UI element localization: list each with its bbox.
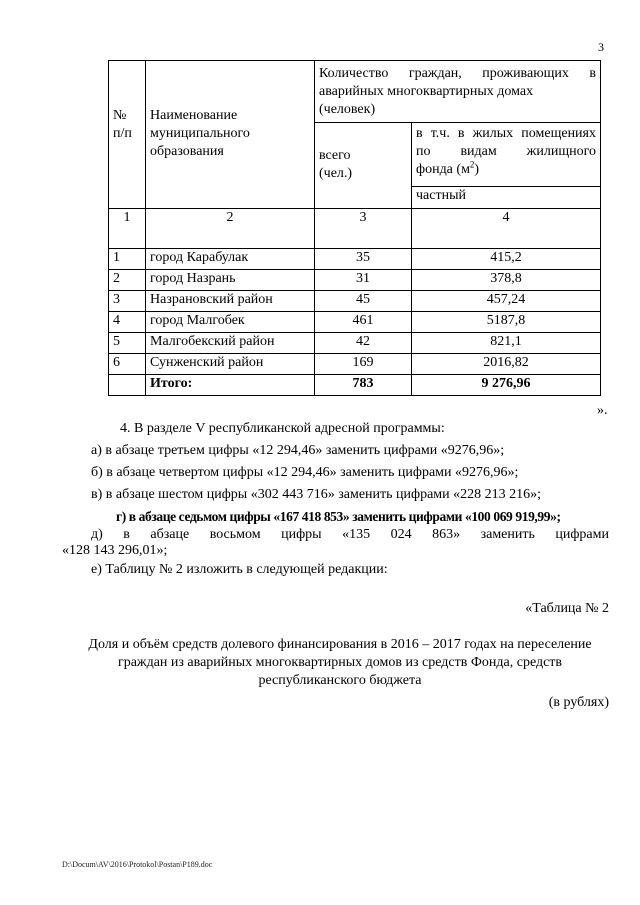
total-row-blank xyxy=(109,375,146,396)
heading-line: республиканского бюджета xyxy=(258,673,422,688)
total-label: Итого: xyxy=(146,375,315,396)
row-total: 461 xyxy=(315,312,412,333)
row-number: 5 xyxy=(109,333,146,354)
incl-header-line: по видам жилищного xyxy=(416,144,596,159)
name-header-line: образования xyxy=(150,144,224,159)
row-total: 45 xyxy=(315,291,412,312)
footer-file-path: D:\Docum\AV\2016\Protokol\Postan\P189.doc xyxy=(62,860,213,869)
row-number: 3 xyxy=(109,291,146,312)
num-header-line: п/п xyxy=(113,126,132,141)
count-header-line: аварийных многоквартирных домах xyxy=(319,84,534,99)
row-name: Назрановский район xyxy=(146,291,315,312)
row-name: Сунженский район xyxy=(146,354,315,375)
item-v: в) в абзаце шестом цифры «302 443 716» заменить цифрами «228 213 216»; xyxy=(91,487,542,502)
total-header xyxy=(315,123,412,209)
row-number: 6 xyxy=(109,354,146,375)
name-header xyxy=(146,61,315,209)
row-number: 1 xyxy=(109,249,146,270)
total-area: 9 276,96 xyxy=(412,375,601,396)
row-area: 2016,82 xyxy=(412,354,601,375)
row-area: 378,8 xyxy=(412,270,601,291)
item-g: г) в абзаце седьмом цифры «167 418 853» заменить цифрами «100 069 919,99»; xyxy=(116,509,561,524)
row-total: 31 xyxy=(315,270,412,291)
table-close-quote: ». xyxy=(597,403,608,418)
heading xyxy=(50,636,630,690)
item-d-line2: «128 143 296,01»; xyxy=(62,543,168,558)
name-header-line: муниципального xyxy=(150,126,250,141)
total-header-line: (чел.) xyxy=(319,166,353,181)
row-name: город Карабулак xyxy=(146,249,315,270)
row-total: 35 xyxy=(315,249,412,270)
row-number: 4 xyxy=(109,312,146,333)
incl-header xyxy=(412,123,601,187)
table-row xyxy=(109,249,601,270)
total-header-line: всего xyxy=(319,148,351,163)
col-number: 2 xyxy=(146,209,315,249)
total-count: 783 xyxy=(315,375,412,396)
num-header xyxy=(109,61,146,209)
private-header: частный xyxy=(412,187,601,209)
row-total: 169 xyxy=(315,354,412,375)
count-header-line: Количество граждан, проживающих в xyxy=(319,66,596,81)
col-number: 1 xyxy=(109,209,146,249)
row-name: город Малгобек xyxy=(146,312,315,333)
name-header-line: Наименование xyxy=(150,108,238,123)
table-row xyxy=(109,270,601,291)
item-a: а) в абзаце третьем цифры «12 294,46» заменить цифрами «9276,96»; xyxy=(91,443,505,458)
heading-line: граждан из аварийных многоквартирных домов из средств Фонда, средств xyxy=(117,655,563,670)
table2-label: «Таблица № 2 xyxy=(525,601,609,616)
item-b: б) в абзаце четвертом цифры «12 294,46» заменить цифрами «9276,96»; xyxy=(91,465,519,480)
count-header-line: (человек) xyxy=(319,102,376,117)
col-number: 4 xyxy=(412,209,601,249)
num-header-line: № xyxy=(113,108,127,123)
row-name: Малгобекский район xyxy=(146,333,315,354)
row-area: 457,24 xyxy=(412,291,601,312)
table-row xyxy=(109,312,601,333)
page-number: 3 xyxy=(598,40,604,54)
total-row xyxy=(109,375,601,396)
item-d-line1: д) в абзаце восьмом цифры «135 024 863» заменить цифрами xyxy=(91,527,609,542)
table-row xyxy=(109,354,601,375)
row-name: город Назрань xyxy=(146,270,315,291)
col-number: 3 xyxy=(315,209,412,249)
row-total: 42 xyxy=(315,333,412,354)
row-number: 2 xyxy=(109,270,146,291)
item-e: е) Таблицу № 2 изложить в следующей редакции: xyxy=(91,562,388,577)
incl-unit: фонда $(м^2)$ xyxy=(416,159,480,177)
row-area: 415,2 xyxy=(412,249,601,270)
table-row xyxy=(109,291,601,312)
heading-line: Доля и объём средств долевого финансирования в 2016 – 2017 годах на переселение xyxy=(88,637,592,652)
count-header xyxy=(315,61,601,123)
units-label: (в рублях) xyxy=(548,695,609,710)
paragraph-4: 4. В разделе V республиканской адресной программы: xyxy=(120,421,445,436)
row-area: 821,1 xyxy=(412,333,601,354)
residents-table xyxy=(108,60,601,396)
table-row xyxy=(109,333,601,354)
row-area: 5187,8 xyxy=(412,312,601,333)
incl-header-line: в т.ч. в жилых помещениях xyxy=(416,126,596,141)
